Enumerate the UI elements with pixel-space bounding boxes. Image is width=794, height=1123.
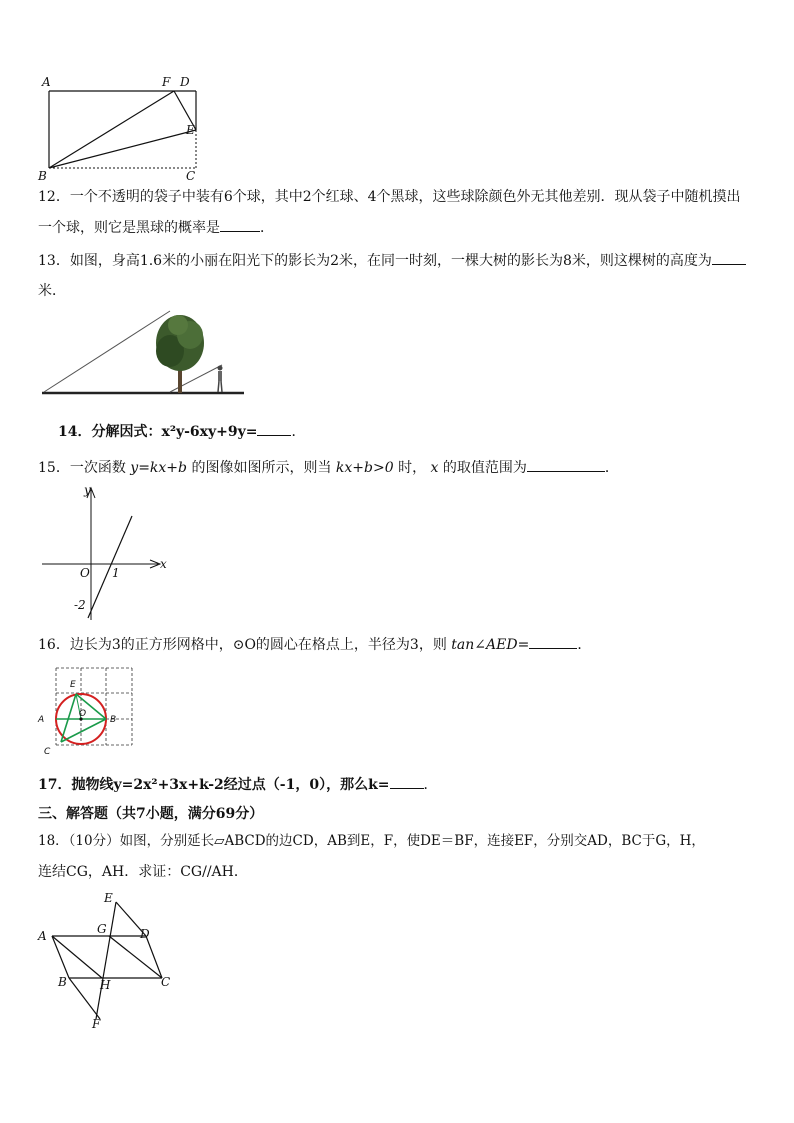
label-e: E (70, 680, 76, 690)
question-14-end: ． (291, 424, 306, 440)
question-14 (58, 421, 305, 442)
question-15-variable: x (430, 460, 439, 476)
label-c: C (44, 747, 51, 756)
label-a: A (38, 929, 47, 943)
question-16-end: ． (577, 637, 592, 653)
answer-blank-12 (220, 217, 260, 232)
question-15-mid2: 时， (398, 460, 427, 476)
label-b: B (110, 715, 117, 725)
question-13-line-1 (38, 250, 746, 271)
answer-blank-14 (257, 421, 291, 436)
question-12-text: 一个球，则它是黑球的概率是 (38, 220, 220, 236)
label-g: G (97, 922, 107, 936)
answer-blank-17 (390, 774, 424, 789)
question-16-expression: tan∠AED= (451, 637, 530, 653)
linear-function-graph (38, 482, 178, 622)
graph-one-label: 1 (112, 566, 120, 580)
question-15-mid: 的图像如图所示，则当 (191, 460, 332, 476)
label-f: F (162, 75, 171, 89)
label-a: A (38, 715, 45, 725)
label-b: B (58, 975, 67, 989)
question-17 (38, 774, 438, 795)
question-15-suffix: 的取值范围为 (442, 460, 527, 476)
label-c: C (186, 169, 196, 182)
label-d: D (180, 75, 190, 89)
label-d: D (140, 927, 150, 941)
label-c: C (161, 975, 171, 989)
question-17-end: ． (423, 777, 438, 793)
label-b: B (38, 169, 47, 182)
answer-blank-13 (712, 250, 746, 265)
question-13-text: 13．如图，身高1.6米的小丽在阳光下的影长为2米，在同一时刻，一棵大树的影长为8米，则这棵树的高度为 (38, 253, 712, 269)
question-15-condition: kx+b>0 (335, 460, 394, 476)
tree-shadow-picture (38, 305, 250, 405)
graph-neg2-label: -2 (74, 598, 86, 612)
label-e: E (104, 891, 113, 905)
section-title: 三、解答题（共7小题，满分69分） (38, 806, 264, 822)
label-f: F (92, 1017, 101, 1030)
graph-x-label: x (160, 557, 167, 571)
parallelogram-figure (34, 888, 184, 1030)
question-15-end: ． (604, 460, 619, 476)
graph-y-label: y (84, 483, 91, 497)
question-16-prefix: 16．边长为3的正方形网格中，⊙O的圆心在格点上，半径为3，则 (38, 637, 447, 653)
question-12-line-1: 12．一个不透明的袋子中装有6个球，其中2个红球、4个黑球，这些球除颜色外无其他差别．现从袋子中随机摸出 (38, 189, 741, 205)
question-17-text: 17．抛物线y=2x²+3x+k-2经过点（-1，0），那么k= (38, 777, 390, 793)
question-13-line-2: 米． (38, 283, 66, 299)
rectangle-figure (34, 72, 204, 182)
label-e: E (186, 123, 195, 137)
question-18-line-2: 连结CG，AH．求证：CG//AH． (38, 864, 248, 880)
question-12-line-2 (38, 217, 274, 238)
graph-origin-label: O (80, 566, 90, 580)
question-18-line-1: 18．（10分）如图，分别延长▱ABCD的边CD，AB到E，F，使DE＝BF，连接EF，分别交AD，BC于G，H， (38, 833, 705, 849)
answer-blank-15 (527, 457, 605, 472)
circle-grid-figure (34, 664, 144, 756)
label-h: H (100, 978, 111, 992)
question-14-text: 14．分解因式：x²y-6xy+9y= (58, 424, 258, 440)
question-16 (38, 634, 591, 655)
answer-blank-16 (529, 634, 577, 649)
label-a: A (42, 75, 51, 89)
question-12-end: ． (260, 220, 274, 236)
question-15 (38, 457, 619, 478)
question-15-function: y=kx+b (130, 460, 187, 476)
question-15-prefix: 15．一次函数 (38, 460, 126, 476)
label-o: O (79, 709, 87, 719)
